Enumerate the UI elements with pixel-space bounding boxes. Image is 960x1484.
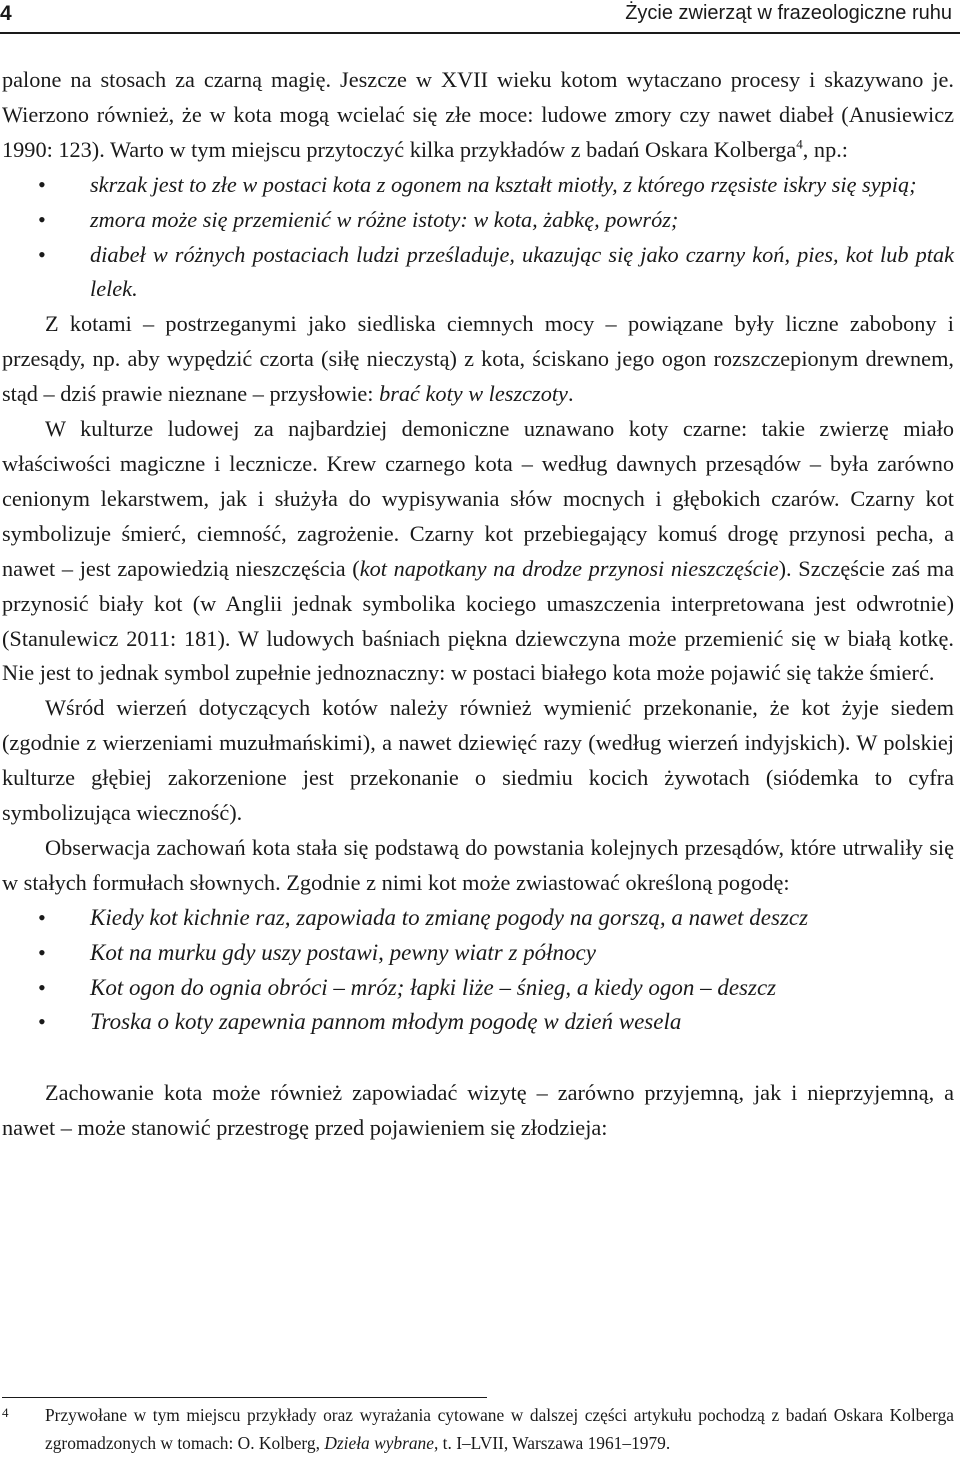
paragraph-2-text: Z kotami – postrzeganymi jako siedliska ciemnych mocy – powiązane były liczne zabobony i przesądy, np. aby wypędzić czorta (siłę nieczystą) z kota, ściskano jego ogon rozszczepionym drewnem, stąd – dziś prawie nieznane – przysłowie: <box>2 311 954 407</box>
main-text <box>2 63 954 1146</box>
list-item <box>2 901 954 936</box>
paragraph-3 <box>2 412 954 691</box>
paragraph-6: Zachowanie kota może również zapowiadać wizytę – zarówno przyjemną, jak i nieprzyjemną, a nawet – może stanowić przestrogę przed pojawieniem się złodzieja: <box>2 1080 954 1141</box>
page-number: 4 <box>0 2 12 25</box>
bullet-icon: • <box>38 904 46 930</box>
paragraph-4: Wśród wierzeń dotyczących kotów należy również wymienić przekonanie, że kot żyje siedem (zgodnie z wierzeniami muzułmańskimi), a nawet dziewięć razy (według wierzeń indyjskich). W polskiej kulturze głębiej zakorzenione jest przekonanie o siedmiu kocich żywotach (siódemka to cyfra symbolizująca wieczność). <box>2 695 954 826</box>
bullet-icon: • <box>38 974 46 1000</box>
list-item <box>2 203 954 238</box>
list-item-text: Kiedy kot kichnie raz, zapowiada to zmianę pogody na gorszą, a nawet deszcz <box>90 904 809 930</box>
list-item <box>2 971 954 1006</box>
bullet-icon: • <box>38 1009 46 1035</box>
proverb-italic: kot napotkany na drodze przynosi nieszczęście <box>359 555 779 581</box>
footnote-rule <box>2 1397 487 1398</box>
footnote <box>2 1402 954 1457</box>
footnote-title-italic: Dzieła wybrane <box>324 1432 434 1453</box>
paragraph-1-text: palone na stosach za czarną magię. Jeszcze w XVII wieku kotom wytaczano procesy i skazywano je. Wierzono również, że w kota mogą wcielać się złe moce: ludowe zmory czy nawet diabeł (Anusiewicz 1990: 123). Warto w tym miejscu przytoczyć kilka przykładów z badań Oskara Kolberga <box>2 67 954 162</box>
list-item <box>2 936 954 971</box>
paragraph-5: Obserwacja zachowań kota stała się podstawą do powstania kolejnych przesądów, które utrwaliły się w stałych formułach słownych. Zgodnie z nimi kot może zwiastować określoną pogodę: <box>2 834 954 895</box>
weather-sayings-list <box>2 901 954 1041</box>
bullet-icon: • <box>38 241 46 267</box>
list-item-text: diabeł w różnych postaciach ludzi prześladuje, ukazując się jako czarny koń, pies, kot lub ptak lelek. <box>90 241 954 302</box>
paragraph-3-text: W kulturze ludowej za najbardziej demoniczne uznawano koty czarne: takie zwierzę miało właściwości magiczne i lecznicze. Krew czarnego kota – według dawnych przesądów – była zarówno cenionym lekarstwem, jak i służyła do wypisywania słów mocnych i głębokich czarów. Czarny kot symbolizuje śmierć, ciemność, zagrożenie. Czarny kot przebiegający komuś drogę przynosi pecha, a nawet – jest zapowiedzią nieszczęścia ( <box>2 416 954 581</box>
proverb-italic: brać koty w leszczoty <box>379 381 568 407</box>
list-item-text: Kot ogon do ognia obróci – mróz; łapki liże – śnieg, a kiedy ogon – deszcz <box>90 974 777 1000</box>
kolberg-examples-list <box>2 168 954 308</box>
footnote-text-a: Przywołane w tym miejscu przykłady oraz wyrażania cytowane w dalszej części artykułu pochodzą z badań Oskara Kolberga zgromadzonych w tomach: O. Kolberg, <box>45 1405 954 1453</box>
spacer <box>2 1040 954 1076</box>
header-rule <box>0 32 960 34</box>
bullet-icon: • <box>38 206 46 232</box>
paragraph-2 <box>2 307 954 412</box>
paragraph-2-tail: . <box>567 381 574 407</box>
list-item-text: skrzak jest to złe w postaci kota z ogonem na kształt miotły, z którego rzęsiste iskry się sypią; <box>90 171 917 197</box>
running-title: Życie zwierząt w frazeologiczne ruhu <box>625 2 952 24</box>
page-header <box>0 0 960 34</box>
list-item-text: Kot na murku gdy uszy postawi, pewny wiatr z północy <box>90 939 596 965</box>
bullet-icon: • <box>38 171 46 197</box>
list-item-text: Troska o koty zapewnia pannom młodym pogodę w dzień wesela <box>90 1009 682 1035</box>
list-item <box>2 1005 954 1040</box>
footnote-text-b: , t. I–LVII, Warszawa 1961–1979. <box>433 1432 671 1453</box>
list-item <box>2 168 954 203</box>
list-item-text: zmora może się przemienić w różne istoty: w kota, żabkę, powróz; <box>90 206 679 232</box>
footnote-mark: 4 <box>2 1405 9 1420</box>
footnote-text <box>45 1402 954 1457</box>
paragraph-1 <box>2 63 954 168</box>
bullet-icon: • <box>38 939 46 965</box>
paragraph-3-tail: ). Szczęście zaś ma przynosić biały kot (w Anglii jednak symbolika kociego umaszczenia interpretowana jest odwrotnie) (Stanulewicz 2011: 181). W ludowych baśniach piękna dziewczyna może przemienić się w białą kotkę. Nie jest to jednak symbol zupełnie jednoznaczny: w postaci białego kota może pojawić się także śmierć. <box>2 555 954 686</box>
footnote-ref[interactable]: 4 <box>796 136 803 152</box>
paragraph-1-tail: , np.: <box>802 136 848 162</box>
list-item <box>2 238 954 308</box>
